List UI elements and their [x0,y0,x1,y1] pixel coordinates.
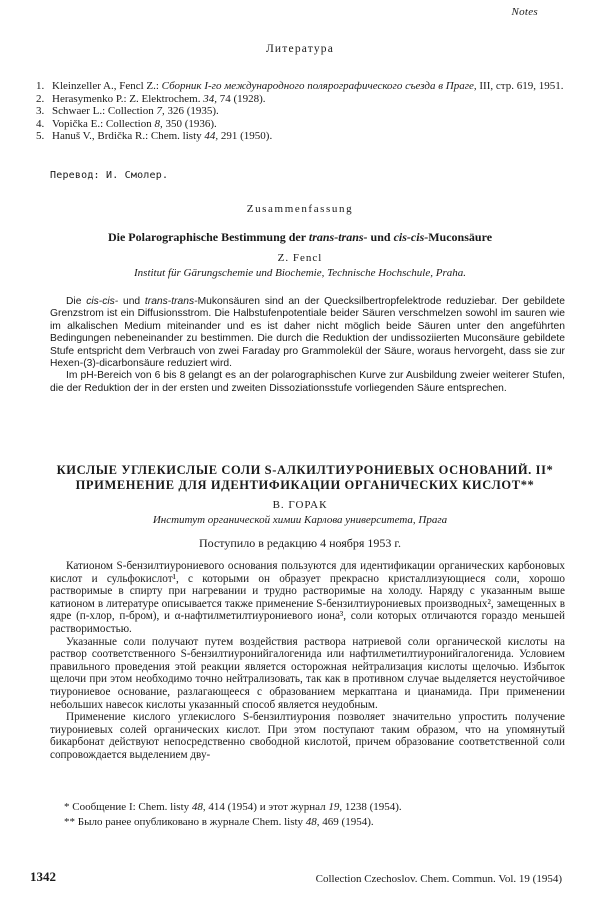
footnote [50,815,565,830]
reference-item [36,118,566,131]
reference-number: 1. [36,80,45,92]
german-title-part: Muconsäure [428,230,493,244]
reference-author: Kleinzeller A., Fencl Z.: [52,80,159,92]
reference-number: 4. [36,117,45,130]
footnotes [50,800,565,830]
reference-volume: 34, [200,92,217,105]
reference-rest: III, стр. 619, 1951. [476,80,564,92]
text-run: Die [66,296,87,307]
reference-author: Herasymenko P.: Z. Elektrochem. [52,92,201,105]
footnote-text: Было ранее опубликовано в журнале Chem. listy [77,816,306,828]
reference-item [36,80,566,93]
reference-volume: 7, [153,105,165,118]
german-paragraph [50,296,565,370]
german-summary-body [50,296,565,395]
article-paragraph: Применение кислого углекислого S-бензилтиурония позволяет значительно упростить получение тиурониевых солей органических кислот. При этом поступают таким образом, что на упомянутый бикарбонат действуют непосредственно свободной кислотой, причем образование соответственной соли сопровождается выделением дву- [50,711,565,761]
reference-item [36,93,566,106]
summary-heading: Zusammenfassung [246,203,354,215]
footnote-text: , 1238 (1954). [339,801,402,813]
article-paragraph: Указанные соли получают путем воздействия раствора натриевой соли органической кислоты на раствор соответственного S-бензилтиуронийгалогенида или нафтилметилтиуронийгалогенида. Условием правильного проведения этой реакции является осторожная нейтрализация кислоты щелочью. Избыток щелочи при этом необходимо точно нейтрализовать, так как в противном случае выделяется неустойчивое тиурониевое основание, разлагающееся с образованием меркаптана и цианамида. При применении небольших навесок кислоты указанный способ является неудобным. [50,635,565,711]
footnote-volume: 48 [305,816,317,828]
footnote-text: , 469 (1954). [316,816,374,828]
article-author: В. ГОРАК [272,499,328,511]
reference-rest: 326 (1935). [164,105,219,118]
footnote-mark: * [64,801,70,813]
german-title-part: Die Polarographische Bestimmung der [107,230,309,244]
article-institute: Институт органической химии Карлова университета, Прага [152,514,448,526]
german-title-italic: cis-cis- [393,230,429,244]
footnote-volume: 48 [191,801,203,813]
article-paragraph: Катионом S-бензилтиурониевого основания пользуются для идентификации органических карбоновых кислот и сульфокислот¹, с которыми он образует прекрасно кристаллизующиеся соли, хорошо растворимые в спирту при нагревании и трудно растворимые на холоду. Наряду с указанным выше катионом в литературе описывается также применение S-бензилтиурониевых производных², замещенных в ядре (п-хлор, п-бром), и α-нафтилметилтиурониевого иона³, соли которых отличаются гораздо меньшей растворимостью. [50,560,565,635]
text-run-italic: trans-trans- [144,296,198,307]
reference-list [36,80,566,143]
text-run: Mukonsäuren sind an der Quecksilbertropfelektrode reduziebar. Der gebildete Grenzstrom ist ein Diffusionsstrom. Die Halbstufenpotentiale beider Säuren verschmelzen sowohl im sauren wie im alkalischen Medium miteinander und es ist daher nicht möglich beide Säuren unter den angeführten Bedingungen nebeneinander zu bestimmen. Die durch die Reduktion der undissoziierten Muconsäure gebildete Stufe entspricht dem Verbrauch von zwei Faraday pro Grammolekül der Säure, woraus hervorgeht, dass sie zur Hexen-(3)-dicarbonsäure reduziert wird. [50,296,566,370]
german-paragraph: Im pH-Bereich von 6 bis 8 gelangt es an der polarographischen Kurve zur Ausbildung zweier weiterer Stufen, die der Reduktion der in der ersten und zweiten Dissoziationsstufe vorliegenden Säure entsprechen. [50,370,565,394]
text-run-italic: cis-cis- [86,296,119,307]
reference-number: 5. [36,130,45,143]
reference-author: Schwaer L.: Collection [52,105,154,118]
journal-citation: Collection Czechoslov. Chem. Commun. Vol. 19 (1954) [315,873,562,885]
article-title-line: КИСЛЫЕ УГЛЕКИСЛЫЕ СОЛИ S-АЛКИЛТИУРОНИЕВЫХ ОСНОВАНИЙ. II* [56,463,554,477]
footnote-text: , 414 (1954) и этот журнал [202,801,329,813]
reference-number: 3. [36,105,45,118]
german-title-part: und [367,230,394,244]
reference-rest: 291 (1950). [218,130,273,143]
reference-rest: 74 (1928). [216,92,266,105]
footnote [50,800,565,815]
reference-item [36,130,566,143]
reference-number: 2. [36,92,45,105]
reference-author: Hanuš V., Brdička R.: Chem. listy [52,130,202,143]
footnote-volume: 19 [328,801,340,813]
german-institute: Institut für Gärungschemie und Biochemie, Technische Hochschule, Praha. [134,267,466,279]
article-title [40,463,570,493]
text-run: und [118,296,145,307]
running-header: Notes [511,6,538,18]
page-number: 1342 [30,869,56,884]
article-title-line: ПРИМЕНЕНИЕ ДЛЯ ИДЕНТИФИКАЦИИ ОРГАНИЧЕСКИХ КИСЛОТ** [75,478,535,492]
reference-title: Сборник I-го международного полярографического съезда в Праге, [161,80,477,92]
article-body [50,560,565,762]
reference-volume: 8, [151,117,163,130]
footnote-mark: ** [64,816,75,828]
reference-author: Vopička E.: Collection [52,117,152,130]
german-title [0,230,600,245]
german-author: Z. Fencl [277,252,323,264]
german-title-italic: trans-trans- [308,230,368,244]
footnote-text: Сообщение I: Chem. listy [72,801,192,813]
received-date: Поступило в редакцию 4 ноября 1953 г. [198,536,402,550]
literature-heading: Литература [265,43,335,55]
reference-volume: 44, [201,130,219,143]
reference-rest: 350 (1936). [162,117,217,130]
translator-credit: Перевод: И. Смолер. [50,170,169,181]
reference-item [36,105,566,118]
